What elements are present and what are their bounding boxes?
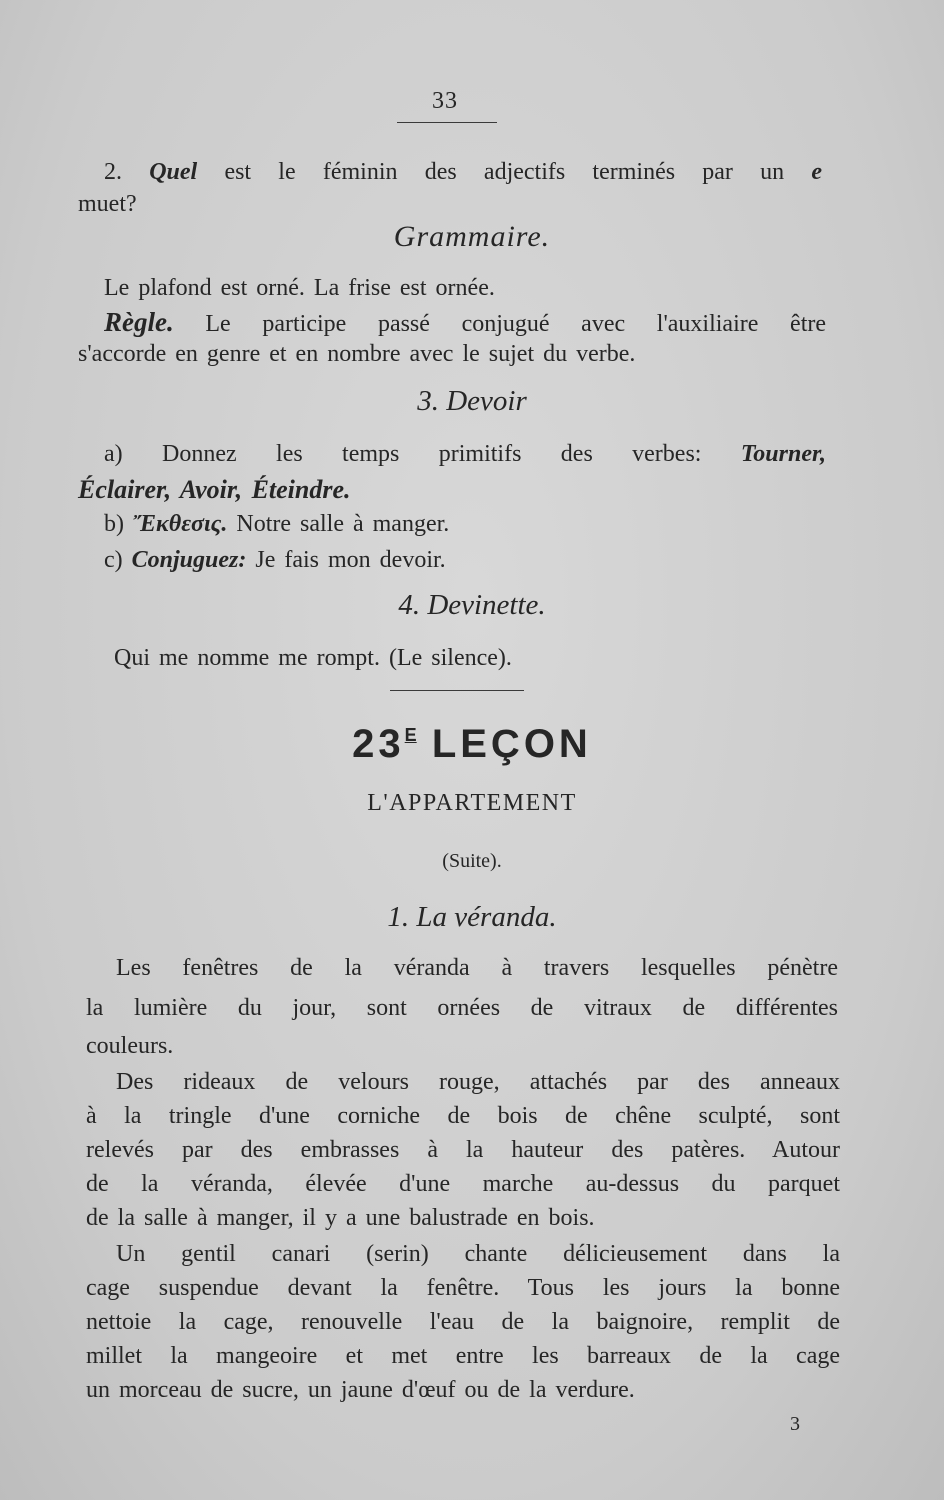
devinette-text: Qui me nomme me rompt. (Le silence). xyxy=(114,645,512,671)
lesson-title: LEÇON xyxy=(431,722,592,766)
section1-p2-line-2: à la tringle d'une corniche de bois de chêne sculpté, sont xyxy=(86,1103,840,1129)
devoir-b-text: Notre salle à manger. xyxy=(236,511,450,537)
section1-p3-line-2: cage suspendue devant la fenêtre. Tous les jours la bonne xyxy=(86,1275,840,1301)
devoir-b-line xyxy=(104,508,449,540)
section1-p1-line-3: couleurs. xyxy=(86,1033,174,1059)
devinette-heading: 4. Devinette. xyxy=(398,589,546,621)
section1-p2-line-1: Des rideaux de velours rouge, attachés par des anneaux xyxy=(116,1069,840,1095)
signature-mark: 3 xyxy=(790,1413,800,1435)
question-number: 2. xyxy=(104,159,122,185)
question-italic-e: e xyxy=(811,159,823,185)
question-line-2: muet? xyxy=(78,191,137,217)
devoir-c-text: Je fais mon devoir. xyxy=(255,547,446,573)
rule-text: Le participe passé conjugué avec l'auxiliaire être xyxy=(205,311,827,337)
devoir-b-greek: Ἔκθεσις. xyxy=(133,511,228,537)
devoir-c-italic: Conjuguez: xyxy=(131,547,247,573)
section1-p3-line-4: millet la mangeoire et met entre les barreaux de la cage xyxy=(86,1343,840,1369)
section1-p3-line-5: un morceau de sucre, un jaune d'œuf ou de la verdure. xyxy=(86,1377,635,1403)
grammaire-rule-line-1 xyxy=(104,306,826,340)
section1-p2-line-3: relevés par des embrasses à la hauteur des patères. Autour xyxy=(86,1137,840,1163)
rule-label: Règle. xyxy=(104,307,174,337)
section1-p1-line-1: Les fenêtres de la véranda à travers lesquelles pénètre xyxy=(116,955,838,981)
page-number: 33 xyxy=(432,88,458,114)
header-rule xyxy=(397,122,497,123)
lesson-number: 23 xyxy=(352,722,405,766)
devoir-a-line-1 xyxy=(104,438,826,470)
lesson-suite: (Suite). xyxy=(442,850,502,872)
devoir-a-text: a) Donnez les temps primitifs des verbes: xyxy=(104,441,702,467)
question-line-1 xyxy=(104,156,822,188)
section1-p2-line-5: de la salle à manger, il y a une balustrade en bois. xyxy=(86,1205,595,1231)
lesson-subject: L'APPARTEMENT xyxy=(367,790,577,816)
devoir-heading: 3. Devoir xyxy=(417,385,527,417)
question-text: est le féminin des adjectifs terminés par un xyxy=(224,159,785,185)
devoir-a-italic: Tourner, xyxy=(740,441,827,467)
section1-p1-line-2: la lumière du jour, sont ornées de vitraux de différentes xyxy=(86,995,838,1021)
devoir-c-line xyxy=(104,544,446,576)
devoir-a-line-2: Éclairer, Avoir, Éteindre. xyxy=(78,475,351,504)
section-rule xyxy=(390,690,524,691)
lesson-suffix: E xyxy=(404,725,417,745)
section1-p2-line-4: de la véranda, élevée d'une marche au-dessus du parquet xyxy=(86,1171,840,1197)
grammaire-heading: Grammaire. xyxy=(393,220,551,253)
grammaire-example: Le plafond est orné. La frise est ornée. xyxy=(104,275,495,301)
devoir-b-label: b) xyxy=(104,511,124,537)
section1-p3-line-1: Un gentil canari (serin) chante délicieusement dans la xyxy=(116,1241,840,1267)
question-italic-word: Quel xyxy=(149,159,198,185)
section1-heading: 1. La véranda. xyxy=(387,901,557,933)
devoir-c-label: c) xyxy=(104,547,123,573)
grammaire-rule-line-2: s'accorde en genre et en nombre avec le sujet du verbe. xyxy=(78,341,636,367)
lesson-heading xyxy=(0,722,944,767)
section1-p3-line-3: nettoie la cage, renouvelle l'eau de la baignoire, remplit de xyxy=(86,1309,840,1335)
